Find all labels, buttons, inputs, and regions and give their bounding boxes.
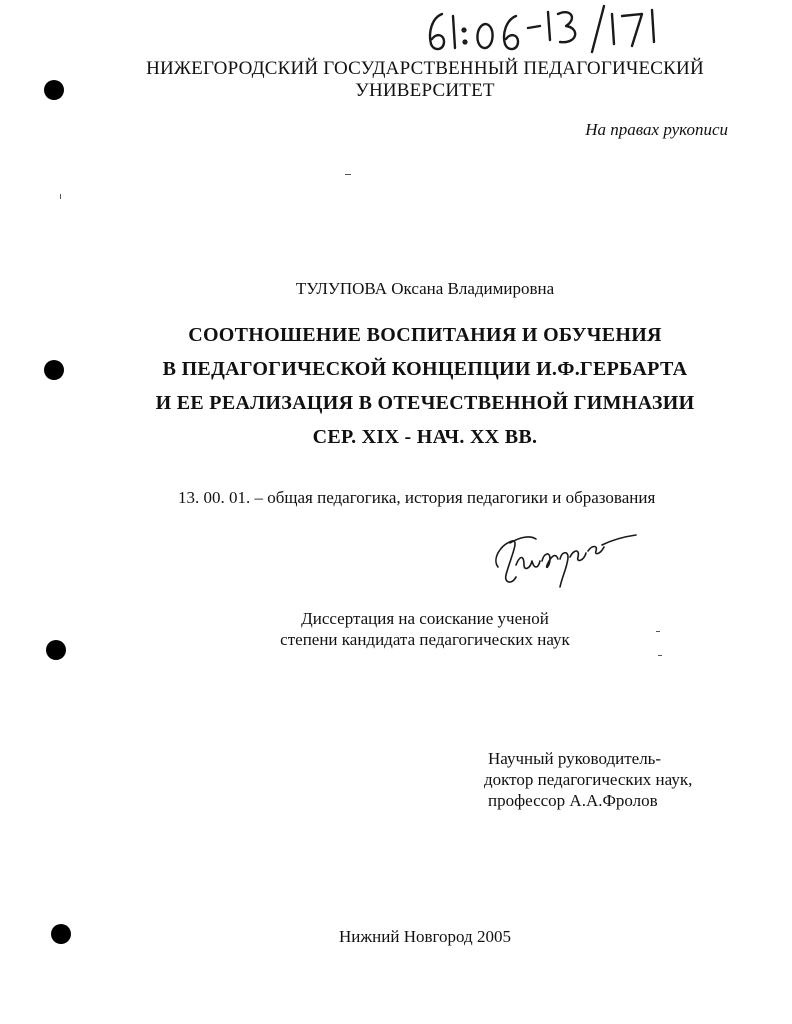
title-line-3: И ЕЕ РЕАЛИЗАЦИЯ В ОТЕЧЕСТВЕННОЙ ГИМНАЗИИ xyxy=(155,392,695,414)
binder-hole xyxy=(44,360,64,380)
title-line-4: СЕР. XIX - НАЧ. XX ВВ. xyxy=(312,426,538,448)
binder-hole xyxy=(46,640,66,660)
supervisor-line-1: Научный руководитель- xyxy=(488,749,662,768)
university-name xyxy=(100,58,750,102)
rights-note: На правах рукописи xyxy=(585,120,728,139)
scan-speck xyxy=(658,655,662,656)
university-line-1: НИЖЕГОРОДСКИЙ ГОСУДАРСТВЕННЫЙ ПЕДАГОГИЧЕСКИЙ xyxy=(146,58,704,79)
scan-speck xyxy=(656,631,660,632)
university-line-2: УНИВЕРСИТЕТ xyxy=(355,80,495,101)
supervisor-line-3: профессор А.А.Фролов xyxy=(488,791,658,810)
archive-number-handwritten xyxy=(398,2,698,58)
dissertation-line-2: степени кандидата педагогических наук xyxy=(280,630,570,649)
specialty-code: 13. 00. 01. – общая педагогика, история педагогики и образования xyxy=(178,488,656,507)
scan-speck xyxy=(345,174,351,175)
dissertation-type xyxy=(200,608,650,650)
title-line-1: СООТНОШЕНИЕ ВОСПИТАНИЯ И ОБУЧЕНИЯ xyxy=(188,324,662,346)
binder-hole xyxy=(51,924,71,944)
city-year: Нижний Новгород 2005 xyxy=(339,927,511,946)
dissertation-line-1: Диссертация на соискание ученой xyxy=(301,609,549,628)
supervisor-line-2: доктор педагогических наук, xyxy=(484,770,693,789)
supervisor-block xyxy=(484,748,692,811)
author-signature xyxy=(490,515,640,595)
dissertation-title xyxy=(90,318,760,454)
author-name: ТУЛУПОВА Оксана Владимировна xyxy=(295,279,555,298)
scan-speck xyxy=(60,194,61,199)
binder-hole xyxy=(44,80,64,100)
title-line-2: В ПЕДАГОГИЧЕСКОЙ КОНЦЕПЦИИ И.Ф.ГЕРБАРТА xyxy=(162,358,688,380)
